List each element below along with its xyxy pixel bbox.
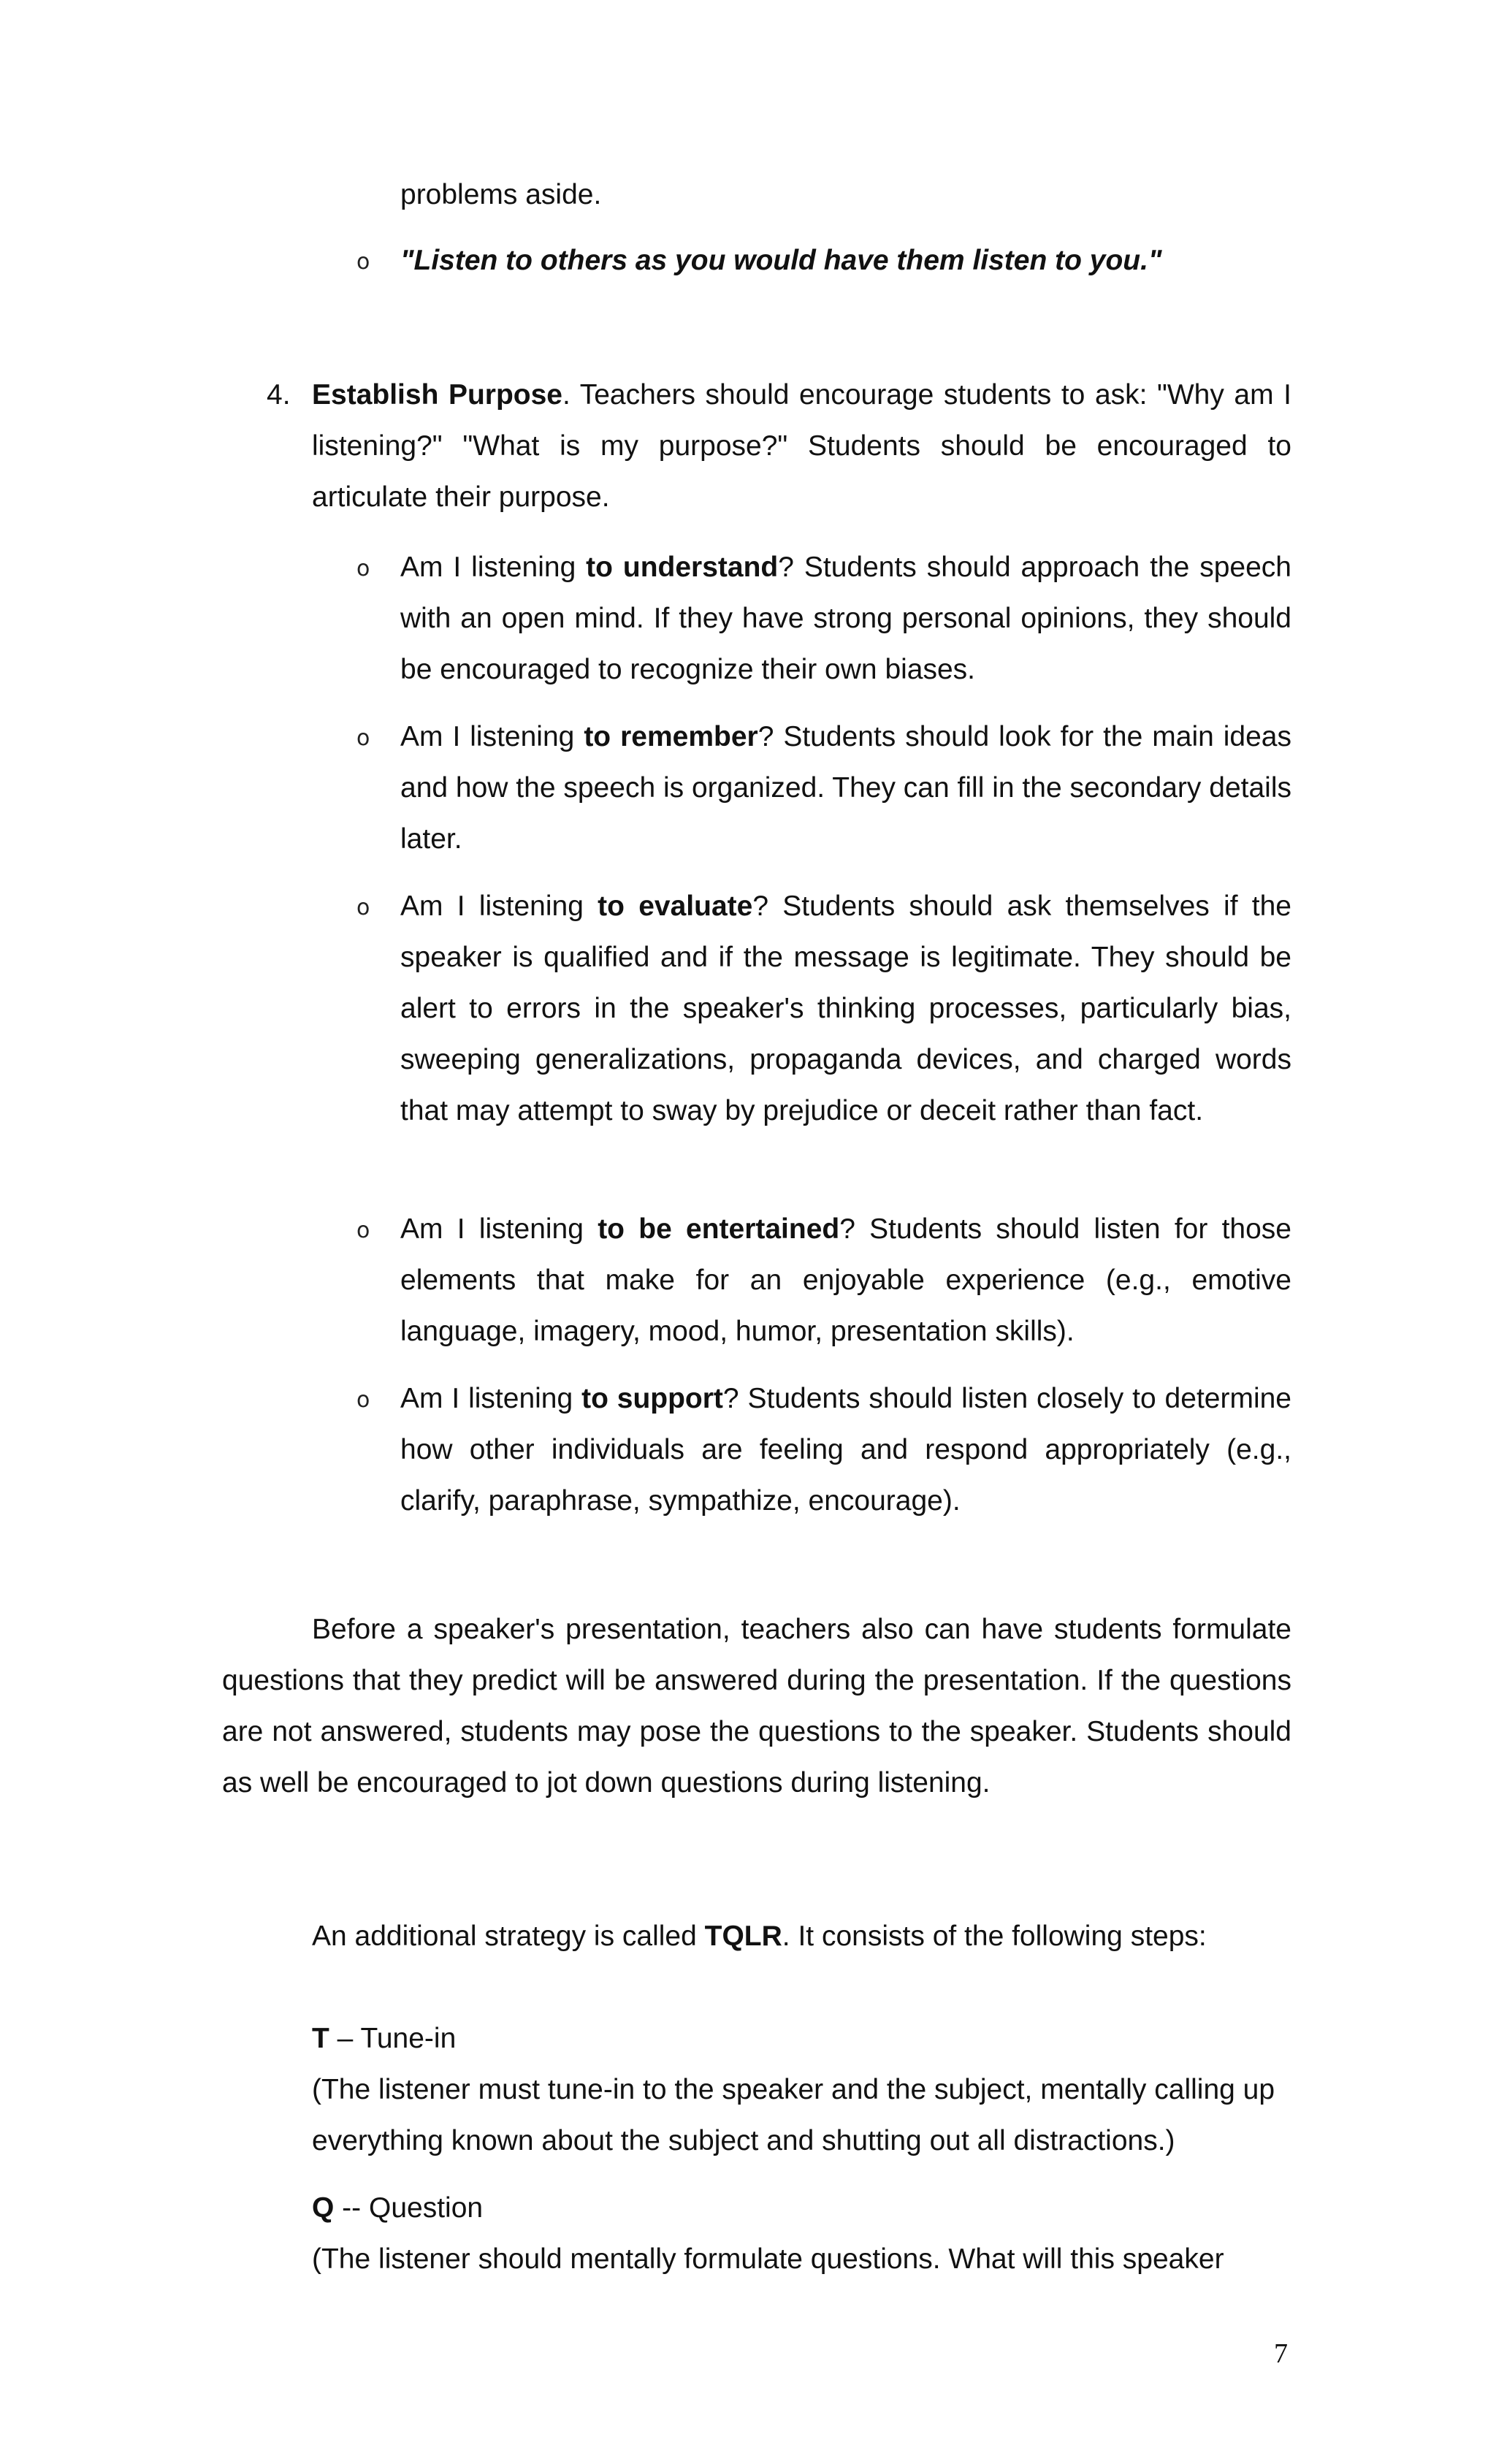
purpose-prefix: Am I listening: [400, 890, 598, 922]
purpose-keyword: to be entertained: [598, 1213, 840, 1245]
purpose-item: [400, 542, 1291, 695]
continuation-text: [400, 169, 1291, 221]
purpose-keyword: to evaluate: [598, 890, 753, 922]
bullet-marker: o: [356, 1218, 370, 1243]
purpose-item: [400, 1204, 1291, 1357]
step-separator: –: [329, 2023, 361, 2054]
purpose-prefix: Am I listening: [400, 721, 584, 752]
bullet-marker: o: [356, 556, 370, 581]
step-separator: --: [334, 2192, 369, 2224]
tqlr-acronym: TQLR: [704, 1921, 782, 1952]
bullet-marker: o: [356, 1387, 370, 1413]
purpose-item: [400, 712, 1291, 865]
purpose-text: ? Students should approach the speech with an open mind. If they have strong personal opinions, they should be encouraged to recognize their own biases.: [400, 552, 1291, 685]
bullet-marker: o: [356, 895, 370, 920]
purpose-text: ? Students should ask themselves if the speaker is qualified and if the message is legitimate. They should be alert to errors in the speaker's thinking processes, particularly bias, sweeping generalizations, propaganda devices, and charged words that may attempt to sway by prejudice or deceit rather than fact.: [400, 890, 1291, 1126]
continuation-line: problems aside.: [400, 179, 602, 210]
purpose-item: [400, 1373, 1291, 1527]
item4-heading: Establish Purpose: [312, 379, 562, 411]
purpose-prefix: Am I listening: [400, 1383, 582, 1414]
quote: "Listen to others as you would have them listen to you.": [400, 245, 1162, 276]
step-description: (The listener should mentally formulate questions. What will this speaker: [312, 2243, 1224, 2275]
list-number: 4.: [267, 379, 291, 411]
purpose-prefix: Am I listening: [400, 552, 587, 583]
step-name: Question: [369, 2192, 484, 2224]
item4-text: . Teachers should encourage students to ask: "Why am I listening?" "What is my purpose?" Students should be encouraged to articulate their purpose.: [312, 379, 1292, 513]
item4-paragraph: [312, 370, 1291, 523]
purpose-prefix: Am I listening: [400, 1213, 598, 1245]
step-description: (The listener must tune-in to the speaker and the subject, mentally calling up everything known about the subject and shutting out all distractions.): [312, 2074, 1275, 2156]
step-letter: T: [312, 2023, 329, 2054]
purpose-text: ? Students should listen closely to determine how other individuals are feeling and respond appropriately (e.g., clarify, paraphrase, sympathize, encourage).: [400, 1383, 1291, 1517]
purpose-text: ? Students should look for the main ideas and how the speech is organized. They can fill in the secondary details later.: [400, 721, 1291, 855]
bullet-marker: o: [356, 725, 370, 751]
purpose-item: [400, 881, 1291, 1137]
step-letter: Q: [312, 2192, 335, 2224]
purpose-keyword: to support: [581, 1383, 723, 1414]
purpose-text: ? Students should listen for those elements that make for an enjoyable experience (e.g., emotive language, imagery, mood, humor, presentation skills).: [400, 1213, 1292, 1347]
step-heading: [312, 2013, 1291, 2064]
tqlr-intro-rest: . It consists of the following steps:: [782, 1921, 1207, 1952]
page-number: 7: [1274, 2338, 1288, 2369]
purpose-keyword: to understand: [586, 552, 779, 583]
quote-text: [400, 235, 1291, 286]
bullet-marker: o: [356, 249, 370, 275]
before-paragraph: Before a speaker's presentation, teachers also can have students formulate questions that they predict will be answered during the presentation. If the questions are not answered, students may pose the questions to the speaker. Students should as well be encouraged to jot down questions during listening.: [222, 1614, 1291, 1799]
tqlr-intro-prefix: An additional strategy is called: [312, 1921, 705, 1952]
step-name: Tune-in: [360, 2023, 457, 2054]
tqlr-intro: [312, 1911, 1291, 1962]
step-heading: [312, 2183, 1291, 2234]
purpose-keyword: to remember: [584, 721, 758, 752]
